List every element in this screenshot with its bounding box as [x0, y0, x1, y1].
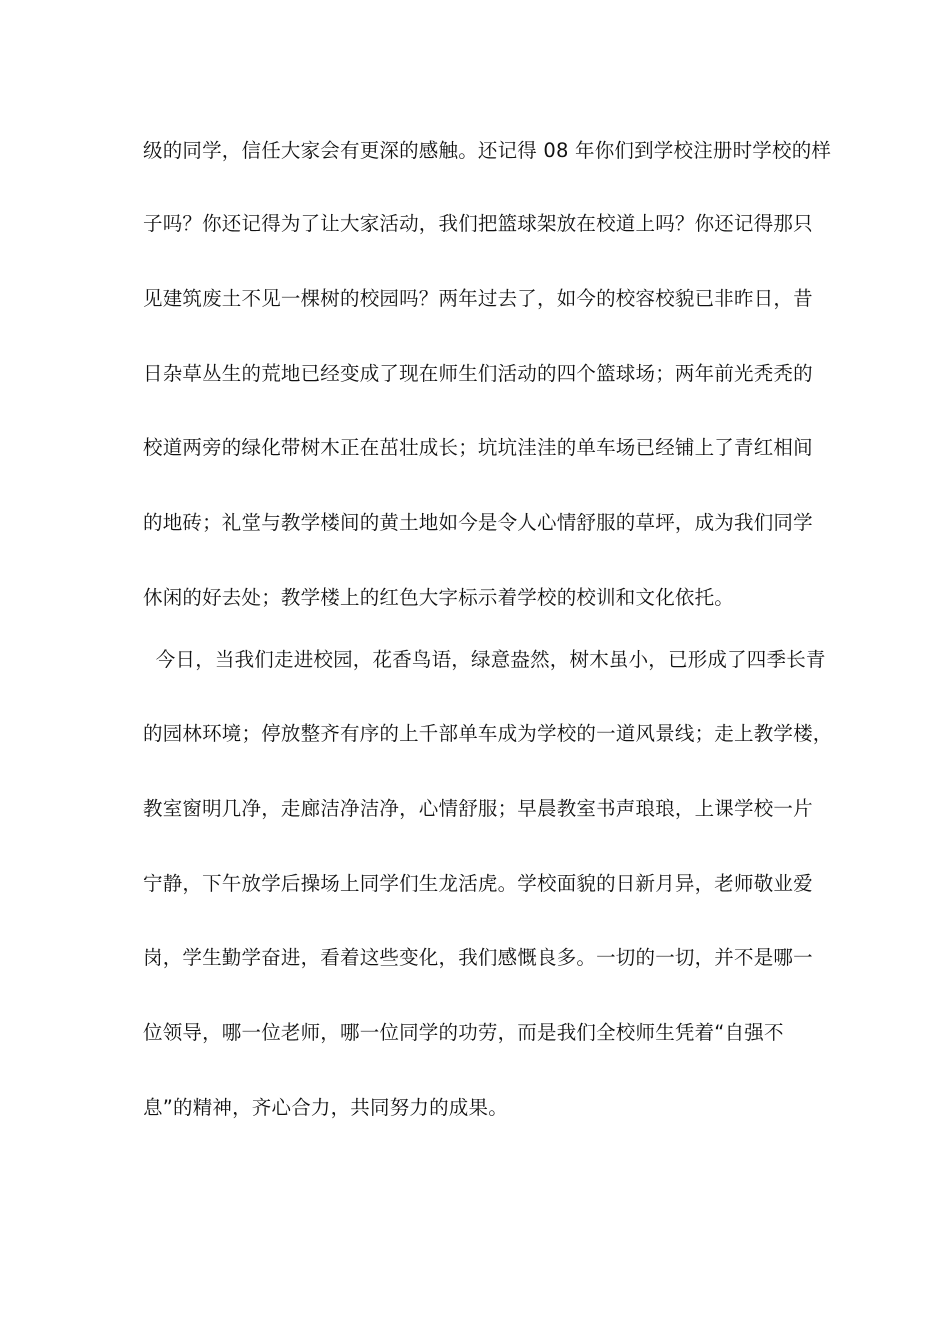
paragraph-line: 宁静，下午放学后操场上同学们生龙活虎。学校面貌的日新月异，老师敬业爱 [143, 872, 813, 895]
paragraph-line: 校道两旁的绿化带树木正在茁壮成长；坑坑洼洼的单车场已经铺上了青红相间 [143, 436, 813, 459]
paragraph-line: 日杂草丛生的荒地已经变成了现在师生们活动的四个篮球场；两年前光秃秃的 [143, 362, 813, 385]
paragraph-line: 的园林环境；停放整齐有序的上千部单车成为学校的一道风景线；走上教学楼， [143, 722, 833, 745]
paragraph-line: 教室窗明几净，走廊洁净洁净，心情舒服；早晨教室书声琅琅，上课学校一片 [143, 797, 813, 820]
paragraph-line: 息”的精神，齐心合力，共同努力的成果。 [143, 1096, 508, 1119]
paragraph-line: 岗，学生勤学奋进，看着这些变化，我们感慨良多。一切的一切，并不是哪一 [143, 946, 813, 969]
paragraph-line: 位领导，哪一位老师，哪一位同学的功劳，而是我们全校师生凭着“自强不 [143, 1021, 784, 1044]
paragraph-line: 级的同学，信任大家会有更深的感触。还记得 08 年你们到学校注册时学校的样 [143, 139, 832, 162]
paragraph-line: 子吗？你还记得为了让大家活动，我们把篮球架放在校道上吗？你还记得那只 [143, 212, 813, 235]
paragraph-line: 今日，当我们走进校园，花香鸟语，绿意盎然，树木虽小，已形成了四季长青 [143, 648, 826, 671]
paragraph-line: 休闲的好去处；教学楼上的红色大字标示着学校的校训和文化依托。 [143, 586, 735, 609]
paragraph-line: 的地砖；礼堂与教学楼间的黄土地如今是令人心情舒服的草坪，成为我们同学 [143, 511, 813, 534]
paragraph-line: 见建筑废土不见一棵树的校园吗？两年过去了，如今的校容校貌已非昨日，昔 [143, 287, 813, 310]
